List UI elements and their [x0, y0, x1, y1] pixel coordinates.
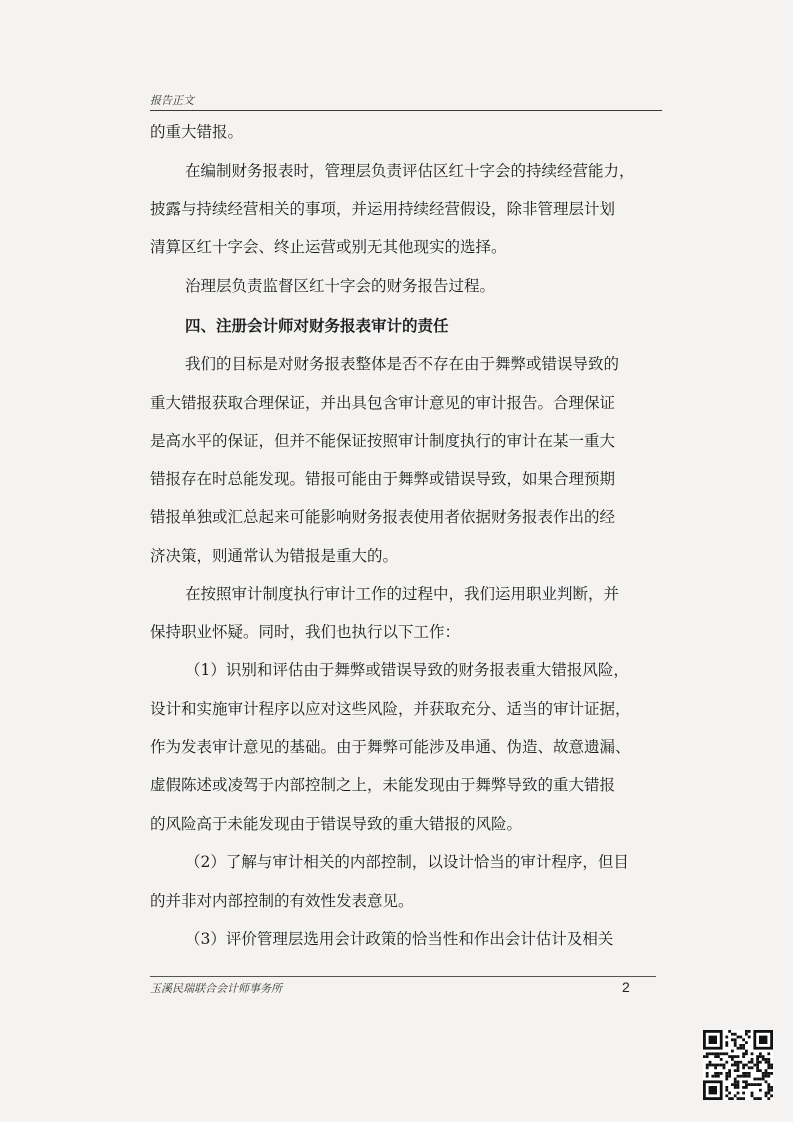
paragraph-line: （2）了解与审计相关的内部控制，以设计恰当的审计程序，但目 [185, 853, 629, 871]
paragraph-line: 虚假陈述或凌驾于内部控制之上，未能发现由于舞弊导致的重大错报 [150, 776, 616, 794]
paragraph-line: 保持职业怀疑。同时，我们也执行以下工作： [150, 623, 461, 641]
paragraph-line: 济决策，则通常认为错报是重大的。 [150, 547, 399, 565]
paragraph-line: （3）评价管理层选用会计政策的恰当性和作出会计估计及相关 [185, 930, 614, 948]
paragraph-line: 清算区红十字会、终止运营或别无其他现实的选择。 [150, 238, 507, 256]
paragraph-line: 重大错报获取合理保证，并出具包含审计意见的审计报告。合理保证 [150, 394, 616, 412]
footer-rule [150, 976, 656, 977]
paragraph-line: 是高水平的保证，但并不能保证按照审计制度执行的审计在某一重大 [150, 432, 616, 450]
paragraph-line: 我们的目标是对财务报表整体是否不存在由于舞弊或错误导致的 [185, 355, 620, 373]
paragraph-line: 错报存在时总能发现。错报可能由于舞弊或错误导致，如果合理预期 [150, 470, 616, 488]
paragraph-line: 治理层负责监督区红十字会的财务报告过程。 [185, 277, 496, 295]
page-number: 2 [622, 979, 630, 995]
paragraph-line: 在按照审计制度执行审计工作的过程中，我们运用职业判断，并 [185, 585, 620, 603]
paragraph-line: （1）识别和评估由于舞弊或错误导致的财务报表重大错报风险， [185, 661, 629, 679]
qr-code [703, 1030, 773, 1100]
paragraph-line: 的并非对内部控制的有效性发表意见。 [150, 892, 414, 910]
footer-firm-name: 玉溪民瑞联合会计师事务所 [150, 982, 282, 995]
paragraph-line: 设计和实施审计程序以应对这些风险，并获取充分、适当的审计证据， [150, 700, 631, 718]
paragraph-line: 错报单独或汇总起来可能影响财务报表使用者依据财务报表作出的经 [150, 508, 616, 526]
paragraph-line: 披露与持续经营相关的事项，并运用持续经营假设，除非管理层计划 [150, 200, 616, 218]
paragraph-line: 的风险高于未能发现由于错误导致的重大错报的风险。 [150, 815, 523, 833]
header-label: 报告正文 [150, 94, 194, 107]
paragraph-line: 作为发表审计意见的基础。由于舞弊可能涉及串通、伪造、故意遗漏、 [150, 738, 631, 756]
header-rule [150, 110, 662, 111]
paragraph-line: 的重大错报。 [150, 123, 244, 141]
section-heading: 四、注册会计师对财务报表审计的责任 [185, 316, 449, 335]
paragraph-line: 在编制财务报表时，管理层负责评估区红十字会的持续经营能力， [185, 162, 635, 180]
